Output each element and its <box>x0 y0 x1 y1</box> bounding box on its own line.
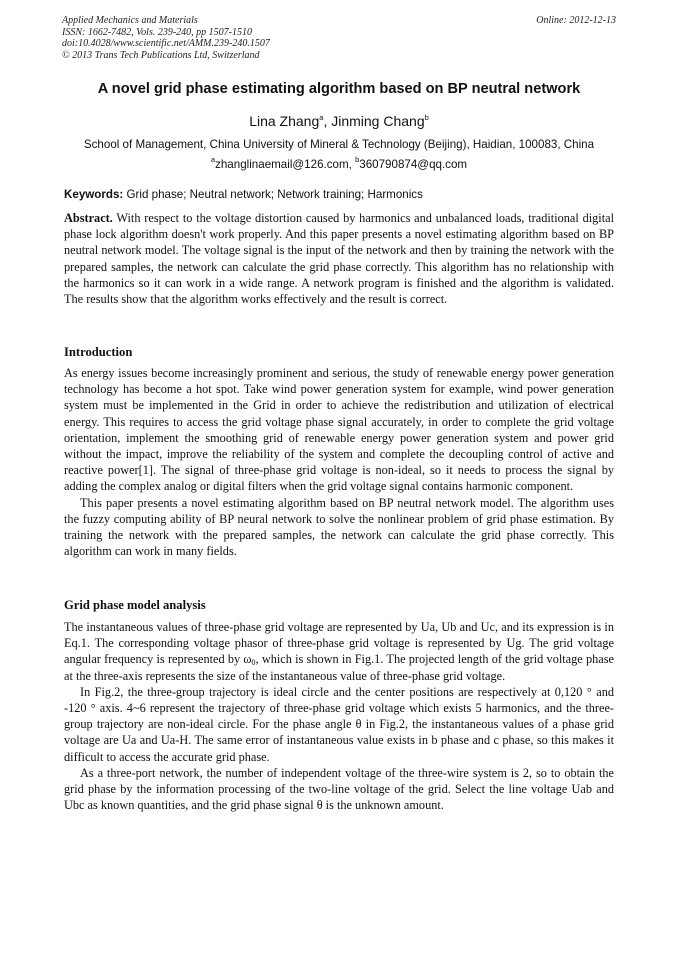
email-a-sup: a <box>210 155 216 164</box>
journal-name: Applied Mechanics and Materials <box>62 15 198 26</box>
author-1-sup: a <box>319 113 324 122</box>
introduction-body <box>64 365 614 559</box>
affiliation: School of Management, China University of Mineral & Technology (Beijing), Haidian, 100083, China <box>83 138 595 151</box>
grid-paragraph-2: In Fig.2, the three-group trajectory is ideal circle and the center positions are respectively at 0,120 ° and -120 ° axis. 4~6 represent the trajectory of three-phase grid voltage which exists 5 harmonics, and the three-group trajectory are non-ideal circle. For the phase angle θ in Fig.2, the instantaneous values of a phase grid voltage are Ua and Ua-H. The same error of instantaneous value exists in b phase and c phase, so this makes it difficult to access the accurate grid phase. <box>64 684 614 764</box>
grid-model-heading: Grid phase model analysis <box>64 598 206 612</box>
online-date: Online: 2012-12-13 <box>536 15 616 26</box>
issn-line: ISSN: 1662-7482, Vols. 239-240, pp 1507-1510 <box>62 26 252 38</box>
abstract-label: Abstract. <box>64 211 113 225</box>
omega-subscript: 0 <box>251 658 256 668</box>
author-2-sup: b <box>424 113 429 122</box>
grid-model-body <box>64 619 614 813</box>
author-2: Jinming Chang <box>331 113 425 129</box>
paper-title: A novel grid phase estimating algorithm based on BP neutral network <box>97 81 581 97</box>
author-separator: , <box>323 113 332 129</box>
keywords-label: Keywords: <box>64 188 124 201</box>
grid-paragraph-3: As a three-port network, the number of independent voltage of the three-wire system is 2, so to obtain the grid phase by the information processing of the two-line voltage of the grid. Select the line voltage Uab and Ubc as known quantities, and the grid phase signal θ is the unknown amount. <box>64 765 614 813</box>
doi-line: doi:10.4028/www.scientific.net/AMM.239-240.1507 <box>62 38 270 49</box>
grid-p1-part-a: The instantaneous values of three-phase grid voltage are represented by Ua, Ub and Uc, and its expression is in Eq.1. The corresponding voltage phasor of three-phase grid voltage is represented by Ug. The grid voltage angular frequency is represented by ω <box>64 620 614 667</box>
keywords <box>64 188 423 201</box>
copyright-line: © 2013 Trans Tech Publications Ltd, Switzerland <box>62 49 260 61</box>
grid-p1-part-b: , which is shown in Fig.1. The projected length of the grid voltage phase at the three-axis represents the size of the instantaneous value of three-phase grid voltage. <box>64 652 614 683</box>
email-line <box>40 155 638 171</box>
author-line <box>40 113 638 129</box>
grid-paragraph-1 <box>64 619 614 684</box>
abstract <box>64 210 614 307</box>
email-a: zhanglinaemail@126.com, <box>215 158 356 171</box>
intro-paragraph-2: This paper presents a novel estimating algorithm based on BP neutral network model. The algorithm uses the fuzzy computing ability of BP neural network to solve the nonlinear problem of grid phase estimation. By training the network with the prepared samples, the network can calculate the grid phase correctly. This algorithm can work in many fields. <box>64 495 614 559</box>
abstract-text: With respect to the voltage distortion caused by harmonics and unbalanced loads, traditional digital phase lock algorithm doesn't work properly. And this paper presents a novel estimating algorithm based on BP neutral network model. The voltage signal is the input of the network and then by training the network with the prepared samples, the network can calculate the grid phase correctly. This algorithm has no relationship with the harmonics so it can work in a wide range. A network program is finished and the algorithm is validated. The results show that the algorithm works effectively and the result is correct. <box>64 211 614 307</box>
introduction-heading: Introduction <box>64 345 133 359</box>
intro-paragraph-1: As energy issues become increasingly prominent and serious, the study of renewable energy power generation technology has become a hot spot. Take wind power generation system for example, wind power generation system must be implemented in the Grid in order to achieve the redistribution and utilization of electrical energy. This requires to access the grid voltage phase signal accurately, in order to complete the grid voltage orientation, implement the smoothing grid of renewable energy power generation system and power grid without the impact, improve the reliability of the system and complete the decoupling control of active and reactive power[1]. The signal of three-phase grid voltage is non-ideal, so it needs to process the signal by adding the complex analog or digital filters when the grid voltage signal contains harmonic component. <box>64 366 614 494</box>
email-b-sup: b <box>355 155 360 164</box>
keywords-text: Grid phase; Neutral network; Network training; Harmonics <box>123 188 423 201</box>
email-b: 360790874@qq.com <box>359 158 468 171</box>
author-1: Lina Zhang <box>249 113 320 129</box>
journal-header <box>62 15 616 61</box>
